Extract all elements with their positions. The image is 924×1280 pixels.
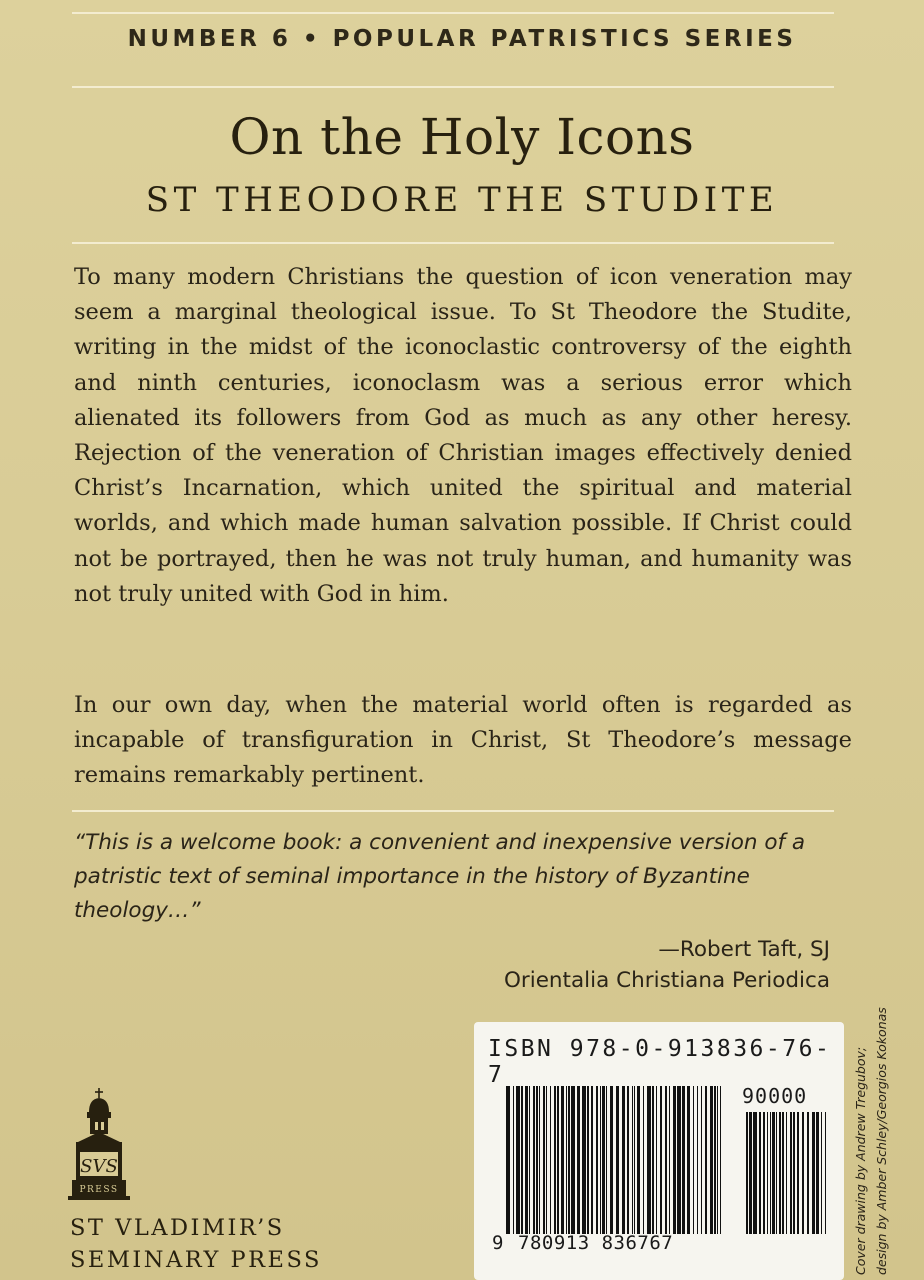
barcode-price-code: 90000 [742, 1084, 808, 1108]
barcode-bar [665, 1086, 667, 1234]
barcode-bar [591, 1086, 593, 1234]
price-barcode-bar [786, 1112, 787, 1234]
publisher-line-1: ST VLADIMIR’S [70, 1215, 285, 1241]
barcode-bar [516, 1086, 520, 1234]
svs-press-logo-icon [64, 1086, 134, 1204]
barcode-first-digit: 9 [492, 1232, 504, 1254]
barcode-bar [587, 1086, 589, 1234]
price-barcode-bar [782, 1112, 784, 1234]
price-barcode-bar [749, 1112, 752, 1234]
barcode-bar [582, 1086, 586, 1234]
price-barcode-bar [772, 1112, 775, 1234]
barcode-bar [720, 1086, 721, 1234]
barcode-bar [554, 1086, 556, 1234]
barcode-bar [600, 1086, 601, 1234]
price-barcode-bar [770, 1112, 771, 1234]
reviewer-name: —Robert Taft, SJ [658, 937, 830, 962]
barcode-bar [561, 1086, 564, 1234]
barcode-bar [566, 1086, 567, 1234]
description-rule [72, 810, 834, 812]
barcode-bar [571, 1086, 575, 1234]
barcode-bar [660, 1086, 662, 1234]
publisher-name [70, 1212, 322, 1276]
logo-letters: SVS [80, 1156, 118, 1177]
barcode-bar [687, 1086, 690, 1234]
price-barcode-bar [759, 1112, 761, 1234]
barcode-bar [616, 1086, 619, 1234]
barcode-bar [634, 1086, 635, 1234]
credit-drawing: Cover drawing by Andrew Tregubov; [853, 1046, 868, 1275]
price-barcode-bar [776, 1112, 777, 1234]
barcode-bar [506, 1086, 510, 1234]
book-author: ST THEODORE THE STUDITE [145, 180, 779, 220]
isbn-label: ISBN 978-0-913836-76-7 [488, 1036, 832, 1088]
price-barcode-bar [802, 1112, 804, 1234]
barcode-digits: 780913 836767 [518, 1232, 674, 1254]
barcode-bar [610, 1086, 613, 1234]
book-title: On the Holy Icons [229, 108, 695, 166]
barcode-bar [697, 1086, 698, 1234]
barcode-bar [602, 1086, 605, 1234]
barcode-bar [596, 1086, 598, 1234]
barcode-bar [568, 1086, 570, 1234]
barcode-bar [637, 1086, 640, 1234]
barcode-bar [673, 1086, 676, 1234]
price-barcode-bar [767, 1112, 768, 1234]
description-paragraph-2: In our own day, when the material world often is regarded as incapable of transfiguration in Christ, St Theodore’s message remains remarkably pertinent. [74, 692, 852, 789]
barcode-bar [513, 1086, 514, 1234]
price-barcode-bar [825, 1112, 826, 1234]
publisher-line-2: SEMINARY PRESS [70, 1247, 322, 1273]
barcode-bar [682, 1086, 685, 1234]
series-label: NUMBER 6 • POPULAR PATRISTICS SERIES [127, 26, 797, 52]
barcode-bar [525, 1086, 528, 1234]
price-barcode-bar [746, 1112, 748, 1234]
barcode-bar [546, 1086, 547, 1234]
review-quote: “This is a welcome book: a convenient and inexpensive version of a patristic text of seminal importance in the history of Byzantine theology…” [74, 830, 806, 923]
price-barcode-bar [763, 1112, 765, 1234]
barcode-bar [536, 1086, 538, 1234]
barcode-bar [669, 1086, 670, 1234]
price-barcode-bar [816, 1112, 819, 1234]
author-rule [72, 242, 834, 244]
barcode-bar [606, 1086, 607, 1234]
price-barcode-bar [807, 1112, 809, 1234]
barcode-bar [652, 1086, 654, 1234]
barcode-bar [693, 1086, 694, 1234]
barcode-bar [543, 1086, 545, 1234]
barcode-bar [656, 1086, 657, 1234]
review-source: Orientalia Christiana Periodica [503, 968, 830, 993]
cover-credits [850, 975, 892, 1275]
price-barcode-bar [753, 1112, 757, 1234]
barcode-bar [714, 1086, 716, 1234]
logo-press: PRESS [79, 1185, 119, 1195]
barcode-bar [632, 1086, 633, 1234]
barcode-bar [550, 1086, 551, 1234]
price-barcode-bar [821, 1112, 822, 1234]
barcode-bar [705, 1086, 707, 1234]
barcode-bar [539, 1086, 540, 1234]
credit-design: design by Amber Schley/Georgios Kokonas [874, 1007, 889, 1275]
barcode-bar [533, 1086, 535, 1234]
barcode-bar [677, 1086, 681, 1234]
price-barcode-bar [812, 1112, 815, 1234]
barcode-bar [701, 1086, 702, 1234]
price-barcode-bar [779, 1112, 781, 1234]
price-barcode-bar [793, 1112, 795, 1234]
barcode-bar [521, 1086, 523, 1234]
price-barcode-bar [790, 1112, 792, 1234]
barcode-bar [622, 1086, 625, 1234]
barcode-bar [710, 1086, 713, 1234]
barcode-bar [627, 1086, 629, 1234]
top-rule [72, 12, 834, 14]
barcode-panel [474, 1022, 844, 1280]
barcode-bar [557, 1086, 559, 1234]
description-paragraph-1: To many modern Christians the question of icon veneration may seem a marginal theological issue. To St Theodore the Studite, writing in the midst of the iconoclastic controversy of the eighth and ninth centuries, iconoclasm was a serious error which alienated its followers from God as much as any other heresy. Rejection of the veneration of Christian images effectively denied Christ’s Incarnation, which united the spiritual and material worlds, and which made human salvation possible. If Christ could not be portrayed, then he was not truly human, and humanity was not truly united with God in him. [74, 264, 852, 607]
barcode-bar [643, 1086, 644, 1234]
barcode-bar [529, 1086, 530, 1234]
series-rule [72, 86, 834, 88]
barcode-bar [647, 1086, 651, 1234]
barcode-bar [717, 1086, 718, 1234]
barcode-bar [577, 1086, 580, 1234]
price-barcode-bar [797, 1112, 799, 1234]
